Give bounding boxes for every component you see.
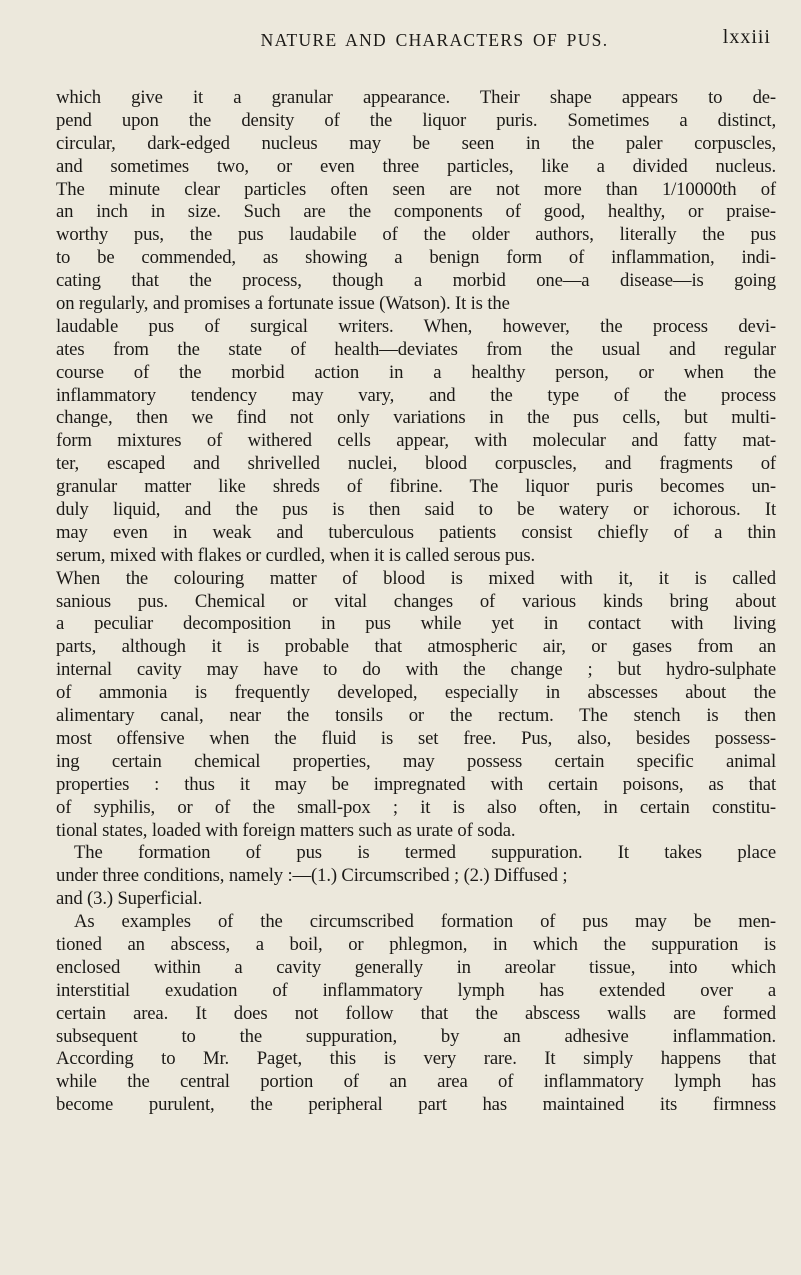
page-number: lxxiii xyxy=(722,26,771,48)
text-line: According to Mr. Paget, this is very rare. It simply happens that xyxy=(56,1048,776,1070)
text-line: tional states, loaded with foreign matters such as urate of soda. xyxy=(56,819,516,841)
text-line: most offensive when the fluid is set free. Pus, also, besides possess- xyxy=(56,727,776,749)
text-line: subsequent to the suppuration, by an adhesive inflammation. xyxy=(56,1025,776,1047)
text-line: which give it a granular appearance. Their shape appears to de- xyxy=(56,87,776,108)
text-line: to be commended, as showing a benign form of inflammation, indi- xyxy=(56,247,776,269)
text-line: tioned an abscess, a boil, or phlegmon, in which the suppuration is xyxy=(56,933,776,955)
text-line: of ammonia is frequently developed, especially in abscesses about the xyxy=(56,682,776,704)
text-line: When the colouring matter of blood is mixed with it, it is called xyxy=(56,567,776,589)
text-line: ates from the state of health—deviates from the usual and regular xyxy=(56,338,776,360)
text-line: a peculiar decomposition in pus while yet in contact with living xyxy=(56,613,776,635)
text-line: ter, escaped and shrivelled nuclei, blood corpuscles, and fragments of xyxy=(56,453,776,475)
text-line: circular, dark-edged nucleus may be seen in the paler corpuscles, xyxy=(56,132,776,154)
text-line: while the central portion of an area of inflammatory lymph has xyxy=(56,1071,776,1093)
text-line: properties : thus it may be impregnated with certain poisons, as that xyxy=(56,773,776,795)
text-line: duly liquid, and the pus is then said to be watery or ichorous. It xyxy=(56,499,776,521)
text-line: alimentary canal, near the tonsils or the rectum. The stench is then xyxy=(56,705,776,727)
text-line: cating that the process, though a morbid one—a disease—is going xyxy=(56,270,776,292)
text-line: As examples of the circumscribed formation of pus may be men- xyxy=(74,911,776,933)
text-line: granular matter like shreds of fibrine. The liquor puris becomes un- xyxy=(56,476,776,498)
text-line: The formation of pus is termed suppuration. It takes place xyxy=(74,842,776,864)
text-line: may even in weak and tuberculous patients consist chiefly of a thin xyxy=(56,521,776,543)
text-line: an inch in size. Such are the components of good, healthy, or praise- xyxy=(56,201,776,223)
text-line: and (3.) Superficial. xyxy=(56,888,203,910)
running-title: NATURE AND CHARACTERS OF PUS. xyxy=(260,30,609,50)
text-line: inflammatory tendency may vary, and the type of the process xyxy=(56,384,776,406)
text-line: pend upon the density of the liquor puris. Sometimes a distinct, xyxy=(56,109,776,131)
running-head xyxy=(56,26,773,60)
text-line: interstitial exudation of inflammatory lymph has extended over a xyxy=(56,979,776,1001)
text-line: The minute clear particles often seen are not more than 1/10000th of xyxy=(56,178,776,200)
text-line: parts, although it is probable that atmospheric air, or gases from an xyxy=(56,636,776,658)
text-line: change, then we find not only variations in the pus cells, but multi- xyxy=(56,407,776,429)
text-line: of syphilis, or of the small-pox ; it is also often, in certain constitu- xyxy=(56,796,776,818)
text-line: course of the morbid action in a healthy person, or when the xyxy=(56,361,776,383)
body-text xyxy=(56,87,776,1117)
text-line: on regularly, and promises a fortunate issue (Watson). It is the xyxy=(56,293,510,315)
text-line: certain area. It does not follow that the abscess walls are formed xyxy=(56,1002,776,1024)
text-line: internal cavity may have to do with the change ; but hydro-sulphate xyxy=(56,659,776,681)
text-line: form mixtures of withered cells appear, with molecular and fatty mat- xyxy=(56,430,776,452)
text-line: serum, mixed with flakes or curdled, when it is called serous pus. xyxy=(56,544,535,566)
text-line: under three conditions, namely :—(1.) Circumscribed ; (2.) Diffused ; xyxy=(56,865,568,887)
text-line: ing certain chemical properties, may possess certain specific animal xyxy=(56,750,776,772)
text-line: become purulent, the peripheral part has maintained its firmness xyxy=(56,1094,776,1116)
text-line: enclosed within a cavity generally in areolar tissue, into which xyxy=(56,956,776,978)
text-line: laudable pus of surgical writers. When, however, the process devi- xyxy=(56,315,776,337)
text-line: and sometimes two, or even three particles, like a divided nucleus. xyxy=(56,155,776,177)
text-line: worthy pus, the pus laudabile of the older authors, literally the pus xyxy=(56,224,776,246)
text-line: sanious pus. Chemical or vital changes of various kinds bring about xyxy=(56,590,776,612)
